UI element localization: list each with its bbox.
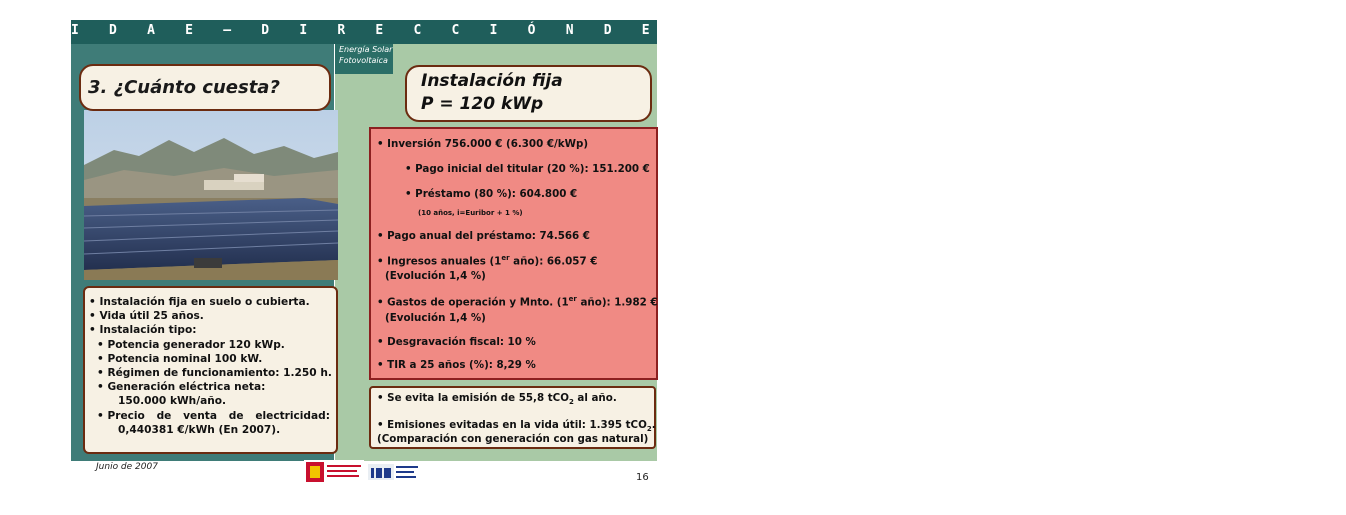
cost-breakdown-box [369,127,658,380]
annual-income-text: • Ingresos anuales (1 [377,255,502,268]
ministry-logo [304,460,364,484]
section-title-box [79,64,331,111]
solar-pv-label-line1: Energía Solar [339,45,393,54]
installation-specs-box [83,286,338,454]
emissions-lifetime-text: • Emisiones evitadas en la vida útil: 1.395 tCO [377,419,647,431]
emissions-avoided-lifetime [377,419,656,433]
footer-date: Junio de 2007 [96,462,158,472]
investment-line: • Inversión 756.000 € (6.300 €/kWp) [377,138,589,150]
emissions-comparison-note: (Comparación con generación con gas natural) [377,433,649,445]
solar-pv-label-line2: Fotovoltaica [339,56,388,65]
installation-title-line2: P = 120 kWp [421,94,544,114]
price-word: venta [183,409,217,422]
spec-item: • Vida útil 25 años. [89,310,204,323]
annual-income-line [377,254,597,267]
operation-costs-sup: er [568,295,577,303]
loan-terms-note: (10 años, i=Euribor + 1 %) [418,209,523,217]
annual-income-sup: er [501,254,510,262]
price-word: • Precio [97,409,145,422]
initial-payment-line: • Pago inicial del titular (20 %): 151.200 € [405,163,650,175]
emissions-annual-sub: 2 [568,398,574,407]
spec-item-continued: 150.000 kWh/año. [118,395,227,408]
spec-item-continued: 0,440381 €/kWh (En 2007). [118,423,281,436]
page-number: 16 [636,472,649,483]
emissions-annual-text: • Se evita la emisión de 55,8 tCO [377,392,569,404]
solar-field-image [84,110,338,280]
emissions-lifetime-tail: . [651,419,656,431]
price-word: de [228,409,244,422]
operation-costs-line [377,295,658,308]
installation-title-box [405,65,652,122]
income-evolution-line: (Evolución 1,4 %) [385,270,486,282]
irr-line: • TIR a 25 años (%): 8,29 % [377,359,536,371]
operation-costs-value: año): 1.982 € [576,296,658,309]
section-title: 3. ¿Cuánto cuesta? [88,77,280,98]
emissions-annual-tail: al año. [573,392,617,404]
spec-item-price [89,409,330,423]
spec-item: • Instalación fija en suelo o cubierta. [89,296,310,308]
spec-item: • Potencia generador 120 kWp. [97,338,285,351]
emissions-avoided-annual [377,392,617,406]
solar-field-photo [84,110,338,280]
idae-logo [367,461,421,483]
costs-evolution-line: (Evolución 1,4 %) [385,312,486,324]
spec-item: • Instalación tipo: [89,324,197,337]
spec-item: • Régimen de funcionamiento: 1.250 h. [97,367,332,380]
tax-deduction-line: • Desgravación fiscal: 10 % [377,336,536,348]
header-title: I D A E – D I R E C C I Ó N D E E N E R G Í A S R E N O V A B L E S [71,23,1346,38]
price-word: de [156,409,172,422]
spec-item: • Potencia nominal 100 kW. [97,352,263,365]
annual-loan-payment-line: • Pago anual del préstamo: 74.566 € [377,230,590,242]
price-line [97,409,330,423]
installation-title-line1: Instalación fija [421,71,563,91]
loan-line: • Préstamo (80 %): 604.800 € [405,188,578,200]
emissions-lifetime-sub: 2 [646,425,652,434]
solar-pv-label [335,44,393,74]
annual-income-value: año): 66.057 € [509,255,598,268]
operation-costs-text: • Gastos de operación y Mnto. (1 [377,296,569,309]
header-bar [71,20,1346,44]
price-word: electricidad: [255,409,330,422]
emissions-box [369,386,656,449]
spec-item: • Generación eléctrica neta: [97,381,266,394]
